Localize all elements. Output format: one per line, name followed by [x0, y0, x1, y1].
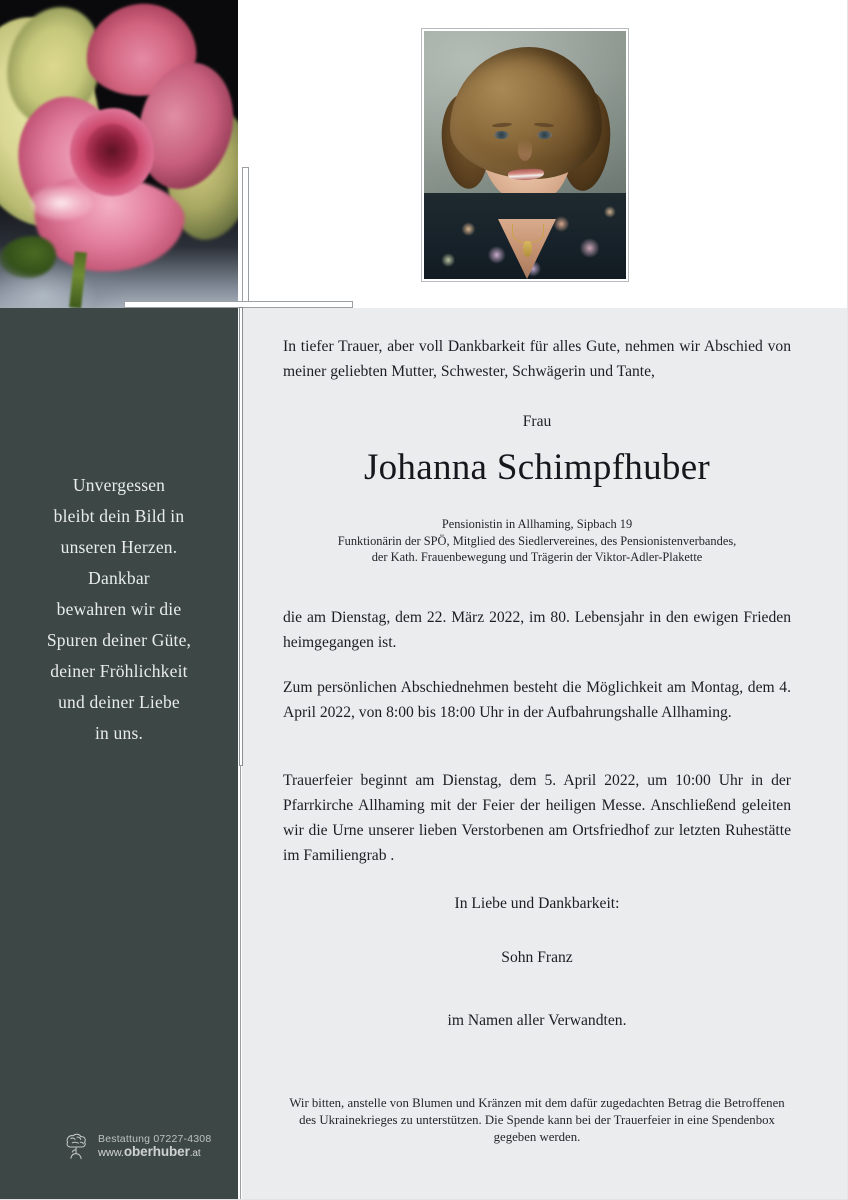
poem-line: Dankbar [88, 568, 150, 588]
donation-note: Wir bitten, anstelle von Blumen und Kränzen mit dem dafür zugedachten Betrag die Betroffenen des Ukrainekrieges zu unterstützen. Die Spende kann bei der Trauerfeier in eine Spendenbox gegeben werden. [289, 1095, 785, 1144]
role-line: der Kath. Frauenbewegung und Trägerin der Viktor-Adler-Plakette [371, 550, 703, 564]
rose-bloom-center [86, 124, 138, 178]
poem-line: deiner Fröhlichkeit [50, 661, 188, 681]
survivor-name: Sohn Franz [501, 949, 573, 966]
memorial-poem [14, 470, 224, 749]
portrait-photo [424, 31, 626, 279]
logo-website-line [98, 1145, 211, 1160]
poem-line: unseren Herzen. [60, 537, 178, 557]
obituary-content [245, 308, 848, 1200]
deceased-name: Johanna Schimpfhuber [363, 447, 711, 488]
portrait-nose [518, 139, 532, 161]
rose-highlight [30, 186, 92, 220]
portrait-eye [537, 131, 552, 139]
role-line: Funktionärin der SPÖ, Mitglied des Siedlervereines, des Pensionistenverbandes, [337, 533, 737, 548]
role-line: Pensionistin in Allhaming, Sipbach 19 [441, 517, 633, 531]
tree-emblem-icon [62, 1132, 92, 1162]
poem-line: bewahren wir die [56, 599, 182, 619]
portrait-pendant [523, 241, 532, 257]
logo-text [98, 1134, 211, 1160]
rose-photo [0, 0, 238, 308]
divider-line-upper [240, 308, 242, 765]
logo-phone-line: Bestattung 07227-4308 [98, 1133, 212, 1146]
vertical-rule-decoration [243, 168, 248, 311]
sidebar [0, 308, 238, 1200]
portrait-frame [422, 29, 628, 281]
relatives-line: im Namen aller Verwandten. [447, 1012, 627, 1029]
poem-line: Unvergessen [72, 475, 166, 495]
poem-line: bleibt dein Bild in [53, 506, 185, 526]
poem-line: Spuren deiner Güte, [46, 630, 192, 650]
viewing-paragraph: Zum persönlichen Abschiednehmen besteht die Möglichkeit am Montag, dem 4. April 2022, von 8:00 bis 18:00 Uhr in der Aufbahrungshalle Allhaming. [283, 679, 791, 721]
logo-www: www. [98, 1147, 124, 1160]
funeral-home-logo[interactable] [62, 1132, 211, 1162]
roles-block [283, 516, 791, 566]
poem-line: und deiner Liebe [58, 692, 180, 712]
logo-tld: .at [189, 1148, 201, 1160]
horizontal-rule-decoration [125, 302, 352, 307]
logo-domain: oberhuber [123, 1144, 190, 1160]
poem-line: in uns. [94, 723, 144, 743]
closing-line: In Liebe und Dankbarkeit: [454, 895, 620, 912]
portrait-eye [494, 131, 509, 139]
ceremony-paragraph: Trauerfeier beginnt am Dienstag, dem 5. April 2022, um 10:00 Uhr in der Pfarrkirche Allhaming mit der Feier der heiligen Messe. Anschließend geleiten wir die Urne unserer lieben Verstorbenen am Ortsfriedhof zur letzten Ruhestätte im Familiengrab . [283, 772, 791, 864]
intro-paragraph: In tiefer Trauer, aber voll Dankbarkeit für alles Gute, nehmen wir Abschied von meiner geliebten Mutter, Schwester, Schwägerin und Tante, [283, 338, 791, 380]
divider-line-lower [240, 765, 241, 1200]
salutation: Frau [522, 413, 552, 430]
death-paragraph: die am Dienstag, dem 22. März 2022, im 80. Lebensjahr in den ewigen Frieden heimgegangen ist. [283, 609, 791, 651]
sidebar-divider [238, 308, 245, 1200]
